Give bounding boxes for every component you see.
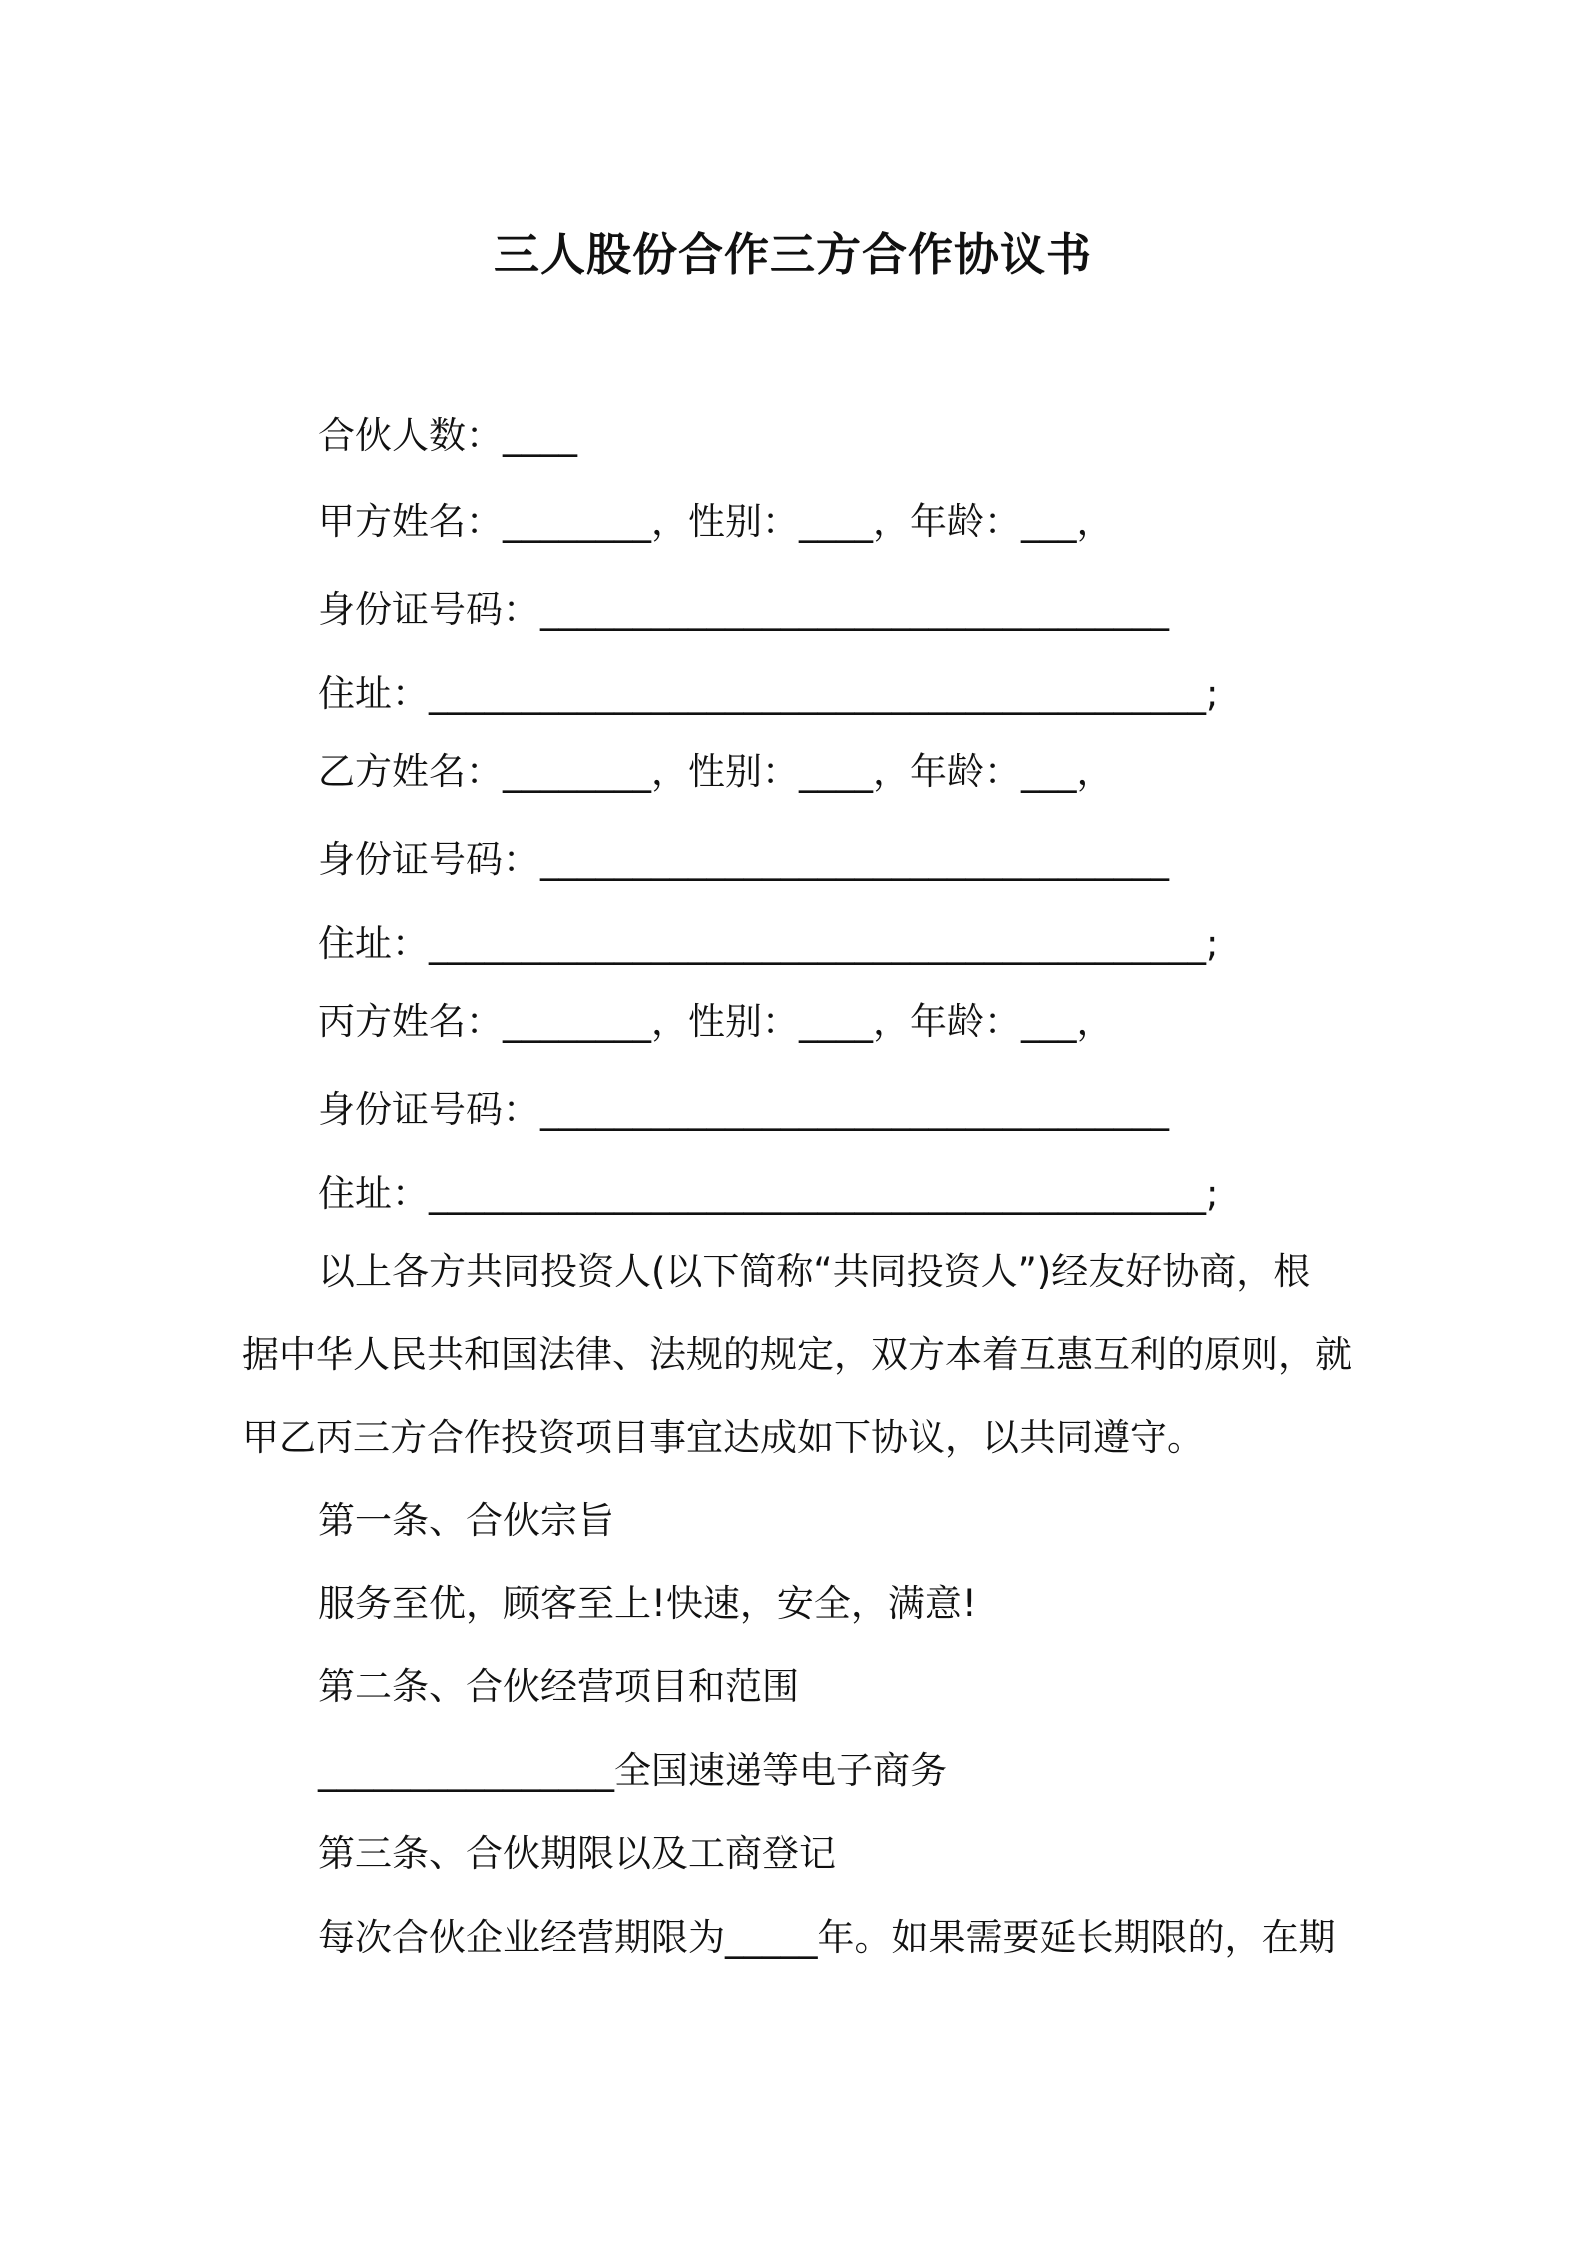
article-3-heading: 第三条、合伙期限以及工商登记: [318, 1832, 836, 1875]
preamble-line: 甲乙丙三方合作投资项目事宜达成如下协议，以共同遵守。: [242, 1416, 1204, 1459]
party-b-id-field: 身份证号码：__________________________________: [318, 838, 1169, 881]
article-2-text: ________________全国速递等电子商务: [318, 1749, 947, 1792]
document-title: 三人股份合作三方合作协议书: [493, 228, 1092, 281]
party-a-address-field: 住址：__________________________________________;: [318, 672, 1219, 715]
article-1-heading: 第一条、合伙宗旨: [318, 1499, 614, 1542]
party-c-name-field: 丙方姓名：________，性别：____，年龄：___，: [318, 1000, 1114, 1043]
party-c-id-field: 身份证号码：__________________________________: [318, 1088, 1169, 1131]
article-2-heading: 第二条、合伙经营项目和范围: [318, 1665, 799, 1708]
party-a-id-field: 身份证号码：__________________________________: [318, 588, 1169, 631]
party-a-name-field: 甲方姓名：________，性别：____，年龄：___，: [318, 500, 1114, 543]
article-1-text: 服务至优，顾客至上!快速，安全，满意!: [318, 1582, 977, 1625]
party-b-address-field: 住址：__________________________________________;: [318, 922, 1219, 965]
partner-count-field: 合伙人数：____: [318, 414, 577, 457]
article-3-text: 每次合伙企业经营期限为_____年。如果需要延长期限的，在期: [318, 1916, 1336, 1959]
preamble-line: 以上各方共同投资人(以下简称“共同投资人”)经友好协商，根: [318, 1250, 1311, 1293]
party-b-name-field: 乙方姓名：________，性别：____，年龄：___，: [318, 750, 1114, 793]
party-c-address-field: 住址：__________________________________________;: [318, 1172, 1219, 1215]
preamble-line: 据中华人民共和国法律、法规的规定，双方本着互惠互利的原则，就: [242, 1333, 1352, 1376]
